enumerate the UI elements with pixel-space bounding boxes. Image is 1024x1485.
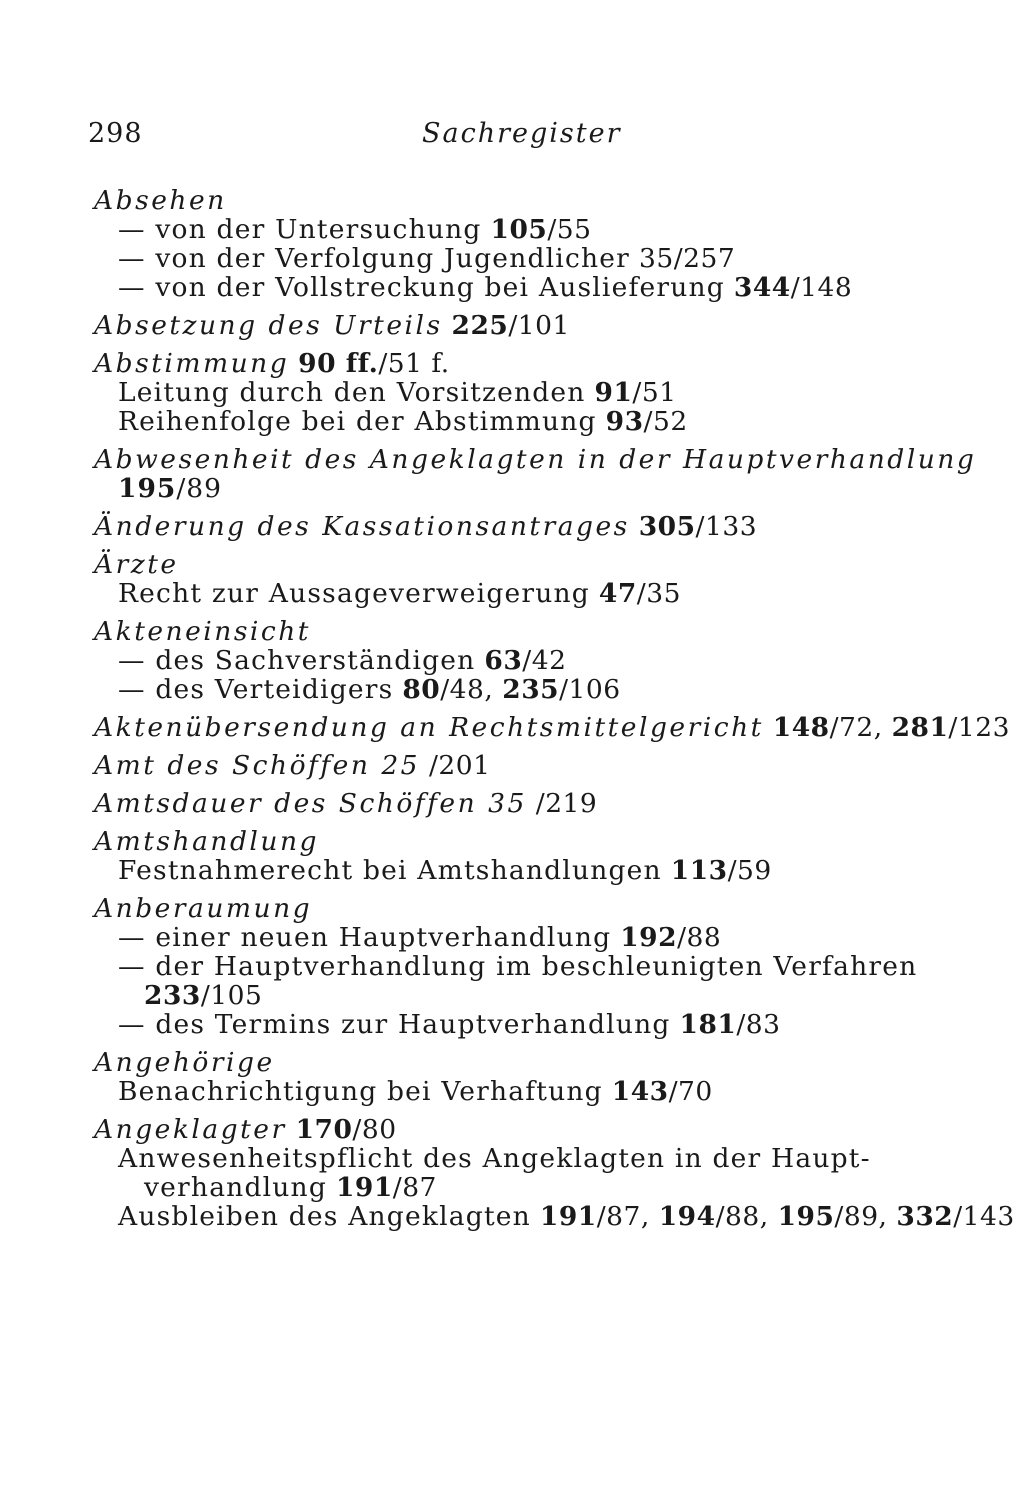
- index-entry: [94, 444, 977, 504]
- page-header: [88, 118, 938, 158]
- page-reference: [586, 377, 677, 408]
- page-number-ref: /55: [547, 214, 592, 245]
- index-entry: [94, 894, 944, 1039]
- page-reference: [597, 406, 688, 437]
- index-entry: [94, 349, 944, 436]
- index-entry: [94, 1114, 1015, 1232]
- index-entry: [94, 751, 944, 780]
- section-number: 113: [670, 855, 728, 886]
- page-reference: [493, 674, 620, 705]
- page-number-ref: /42: [522, 645, 567, 676]
- page-reference: [144, 980, 262, 1011]
- page-number-ref: /87,: [596, 1201, 650, 1232]
- page-reference: [650, 1201, 769, 1232]
- index-term-label: Amt des Schöffen 25: [94, 750, 421, 781]
- index-term-continuation: [94, 474, 944, 503]
- page-reference: [443, 310, 570, 341]
- page-reference: [527, 788, 597, 819]
- index-subentry: [94, 244, 944, 273]
- index-term: [94, 186, 944, 215]
- page-number-ref: /133: [695, 511, 758, 542]
- section-number: 191: [539, 1201, 597, 1232]
- section-number: 195: [777, 1201, 835, 1232]
- index-subentry: [94, 952, 944, 981]
- index-entry: [94, 827, 944, 885]
- page-reference: [420, 750, 490, 781]
- index-term: [94, 550, 944, 579]
- index-subentry: [94, 579, 944, 608]
- index-list: [94, 185, 1015, 1240]
- index-term: [94, 827, 944, 856]
- section-number: 344: [733, 272, 791, 303]
- index-term-label: Änderung des Kassationsantrages: [94, 511, 630, 542]
- index-term: [94, 512, 944, 541]
- index-term-label: Anberaumung: [94, 893, 313, 924]
- index-subentry: [94, 856, 944, 885]
- page-number-ref: /70: [668, 1076, 713, 1107]
- section-number: 235: [502, 674, 560, 705]
- page-reference: [590, 578, 681, 609]
- page-reference: [630, 243, 735, 274]
- subentry-text: — des Sachverständigen: [118, 645, 476, 676]
- section-number: 91: [594, 377, 633, 408]
- subentry-text: Anwesenheitspflicht des Angeklagten in der Haupt-: [118, 1143, 871, 1174]
- subentry-text: — von der Vollstreckung bei Auslieferung: [118, 272, 725, 303]
- page-reference: [475, 645, 566, 676]
- page-number-ref: /87: [392, 1172, 437, 1203]
- page-number-ref: /51 f.: [378, 348, 450, 379]
- subentry-text: — von der Verfolgung Jugendlicher: [118, 243, 631, 274]
- page-reference: [725, 272, 852, 303]
- page-number-ref: /105: [200, 980, 263, 1011]
- page-reference: [883, 712, 1010, 743]
- page-number-ref: /52: [643, 406, 688, 437]
- subentry-text: Ausbleiben des Angeklagten: [118, 1201, 531, 1232]
- page-reference: [671, 1009, 781, 1040]
- section-number: 194: [658, 1201, 716, 1232]
- section-number: 148: [772, 712, 830, 743]
- index-subentry: [94, 1144, 944, 1173]
- running-title: Sachregister: [422, 118, 622, 149]
- section-number: 332: [896, 1201, 954, 1232]
- index-term-label: Ärzte: [94, 549, 179, 580]
- index-term: [94, 444, 977, 475]
- index-term-label: Abwesenheit des Angeklagten in der Hauptverhandlung: [94, 444, 977, 475]
- index-term-label: Abstimmung: [94, 348, 290, 379]
- index-entry: [94, 512, 944, 541]
- index-term: [94, 617, 944, 646]
- subentry-text: — der Hauptverhandlung im beschleunigten Verfahren: [118, 951, 918, 982]
- section-number: 281: [891, 712, 949, 743]
- section-number: 93: [605, 406, 644, 437]
- section-number: 63: [484, 645, 523, 676]
- page-number-ref: /123: [948, 712, 1010, 743]
- section-number: 192: [620, 922, 678, 953]
- index-term: [94, 712, 1010, 743]
- page-reference: [482, 214, 592, 245]
- page-number-ref: /101: [508, 310, 570, 341]
- subentry-text: — von der Untersuchung: [118, 214, 482, 245]
- page-reference: [887, 1201, 1014, 1232]
- index-entry: [94, 789, 944, 818]
- section-number: 105: [490, 214, 548, 245]
- section-number: 80: [402, 674, 441, 705]
- page-number-ref: /89,: [834, 1201, 888, 1232]
- section-number: 305: [638, 511, 696, 542]
- subentry-text: verhandlung: [144, 1172, 327, 1203]
- page-reference: [764, 712, 883, 743]
- index-term: [94, 349, 944, 378]
- index-subentry: [94, 215, 944, 244]
- page-number-ref: /51: [632, 377, 677, 408]
- index-term-label: Amtsdauer des Schöffen 35: [94, 788, 527, 819]
- page-reference: [603, 1076, 713, 1107]
- section-number: 195: [118, 473, 177, 504]
- subentry-text: — einer neuen Hauptverhandlung: [118, 922, 612, 953]
- section-number: 191: [335, 1172, 393, 1203]
- index-term-label: Angehörige: [94, 1047, 275, 1078]
- page-number-ref: /59: [727, 855, 772, 886]
- page-number-ref: /219: [535, 788, 598, 819]
- page-reference: [630, 511, 757, 542]
- subentry-text: — des Termins zur Hauptverhandlung: [118, 1009, 671, 1040]
- subentry-text: Festnahmerecht bei Amtshandlungen: [118, 855, 662, 886]
- section-number: 47: [598, 578, 637, 609]
- subentry-text: Reihenfolge bei der Abstimmung: [118, 406, 597, 437]
- page-reference: [327, 1172, 437, 1203]
- index-entry: [94, 712, 1010, 743]
- page-reference: [662, 855, 772, 886]
- index-term: [94, 894, 944, 923]
- page-number-ref: 35/257: [638, 243, 736, 274]
- index-term: [94, 311, 944, 340]
- page-reference: [611, 922, 721, 953]
- page-reference: [393, 674, 493, 705]
- index-subentry: [94, 378, 944, 407]
- page-number: 298: [88, 118, 143, 149]
- index-term: [94, 1115, 944, 1144]
- index-subentry: [94, 273, 944, 302]
- page-reference: [287, 1114, 397, 1145]
- section-number: 90 ff.: [298, 348, 379, 379]
- index-subentry: [94, 675, 944, 704]
- index-entry: [94, 311, 944, 340]
- section-number: 233: [144, 980, 201, 1011]
- page-number-ref: /35: [636, 578, 681, 609]
- index-entry: [94, 617, 944, 704]
- section-number: 181: [679, 1009, 737, 1040]
- page-number-ref: /80: [352, 1114, 397, 1145]
- index-subentry: [94, 1173, 944, 1202]
- index-entry: [94, 550, 944, 608]
- index-subentry: [94, 981, 944, 1010]
- page-number-ref: /148: [790, 272, 853, 303]
- index-term-label: Absehen: [94, 185, 227, 216]
- index-entry: [94, 186, 944, 302]
- section-number: 225: [451, 310, 509, 341]
- index-term: [94, 789, 944, 818]
- index-subentry: [94, 407, 944, 436]
- index-subentry: [94, 1201, 1015, 1232]
- index-subentry: [94, 646, 944, 675]
- page-number-ref: /72,: [829, 712, 883, 743]
- subentry-text: — des Verteidigers: [118, 674, 394, 705]
- index-term: [94, 751, 944, 780]
- section-number: 143: [611, 1076, 669, 1107]
- index-subentry: [94, 1077, 944, 1106]
- page-reference: [769, 1201, 888, 1232]
- page-number-ref: /89: [176, 473, 222, 504]
- page-reference: [531, 1201, 650, 1232]
- index-term-label: Angeklagter: [94, 1114, 287, 1145]
- index-subentry: [94, 923, 944, 952]
- subentry-text: Recht zur Aussageverweigerung: [118, 578, 590, 609]
- index-entry: [94, 1048, 944, 1106]
- page-number-ref: /88,: [715, 1201, 769, 1232]
- subentry-text: Benachrichtigung bei Verhaftung: [118, 1076, 603, 1107]
- page-number-ref: /201: [428, 750, 491, 781]
- page-number-ref: /106: [559, 674, 621, 705]
- page-number-ref: /143: [953, 1201, 1015, 1232]
- index-subentry: [94, 1010, 944, 1039]
- index-term-label: Aktenübersendung an Rechtsmittelgericht: [94, 712, 764, 743]
- page-number-ref: /48,: [440, 674, 494, 705]
- page-number-ref: /88: [677, 922, 722, 953]
- subentry-text: Leitung durch den Vorsitzenden: [118, 377, 586, 408]
- index-term-label: Absetzung des Urteils: [94, 310, 443, 341]
- index-term-label: Amtshandlung: [94, 826, 319, 857]
- section-number: 170: [295, 1114, 353, 1145]
- page-number-ref: /83: [736, 1009, 781, 1040]
- index-term-label: Akteneinsicht: [94, 616, 311, 647]
- index-term: [94, 1048, 944, 1077]
- page-reference: [289, 348, 449, 379]
